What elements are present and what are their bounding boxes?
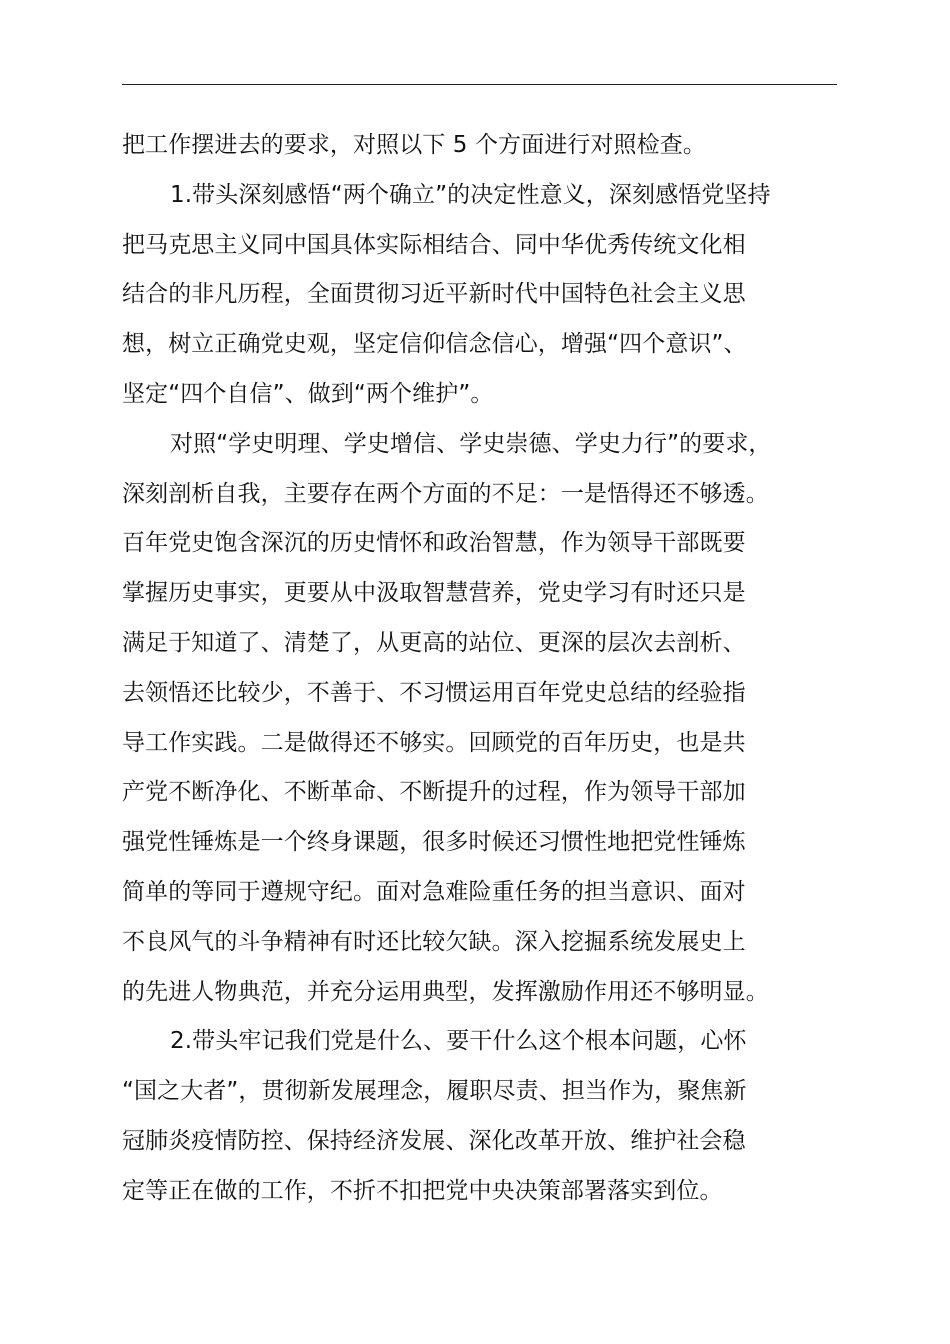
- paragraph-line: 把马克思主义同中国具体实际相结合、同中华优秀传统文化相: [122, 231, 746, 258]
- paragraph-line: 的先进人物典范，并充分运用典型，发挥激励作用还不够明显。: [122, 978, 769, 1005]
- paragraph-line: 不良风气的斗争精神有时还比较欠缺。深入挖掘系统发展史上: [122, 928, 746, 955]
- paragraph-line: 对照“学史明理、学史增信、学史崇德、学史力行”的要求，: [170, 430, 772, 457]
- paragraph-1: [122, 121, 852, 171]
- paragraph-line: 简单的等同于遵规守纪。面对急难险重任务的担当意识、面对: [122, 878, 746, 905]
- paragraph-line: 坚定“四个自信”、做到“两个维护”。: [122, 380, 494, 407]
- paragraph-line: 结合的非凡历程，全面贯彻习近平新时代中国特色社会主义思: [122, 281, 746, 308]
- paragraph-line: 冠肺炎疫情防控、保持经济发展、深化改革开放、维护社会稳: [122, 1127, 746, 1154]
- paragraph-line: 2.带头牢记我们党是什么、要干什么这个根本问题，心怀: [170, 1028, 747, 1055]
- paragraph-line: 想，树立正确党史观，坚定信仰信念信心，增强“四个意识”、: [122, 331, 747, 358]
- paragraph-line: 去领悟还比较少，不善于、不习惯运用百年党史总结的经验指: [122, 679, 746, 706]
- paragraph-line: 把工作摆进去的要求，对照以下 5 个方面进行对照检查。: [122, 132, 706, 158]
- paragraph-line: 百年党史饱含深沉的历史情怀和政治智慧，作为领导干部既要: [122, 530, 746, 557]
- paragraph-line: 深刻剖析自我，主要存在两个方面的不足：一是悟得还不够透。: [122, 480, 769, 507]
- paragraph-line: “国之大者”，贯彻新发展理念，履职尽责、担当作为，聚焦新: [122, 1078, 747, 1105]
- header-rule: [122, 84, 837, 85]
- document-body: [122, 121, 852, 1217]
- paragraph-line: 掌握历史事实，更要从中汲取智慧营养，党史学习有时还只是: [122, 580, 746, 607]
- paragraph-line: 1.带头深刻感悟“两个确立”的决定性意义，深刻感悟党坚持: [170, 181, 771, 208]
- paragraph-line: 强党性锤炼是一个终身课题，很多时候还习惯性地把党性锤炼: [122, 829, 746, 856]
- paragraph-line: 产党不断净化、不断革命、不断提升的过程，作为领导干部加: [122, 779, 746, 806]
- paragraph-2: [122, 171, 852, 420]
- paragraph-line: 满足于知道了、清楚了，从更高的站位、更深的层次去剖析、: [122, 629, 746, 656]
- paragraph-line: 导工作实践。二是做得还不够实。回顾党的百年历史，也是共: [122, 729, 746, 756]
- paragraph-3: [122, 420, 852, 1018]
- paragraph-line: 定等正在做的工作，不折不扣把党中央决策部署落实到位。: [122, 1177, 723, 1204]
- paragraph-4: [122, 1017, 852, 1216]
